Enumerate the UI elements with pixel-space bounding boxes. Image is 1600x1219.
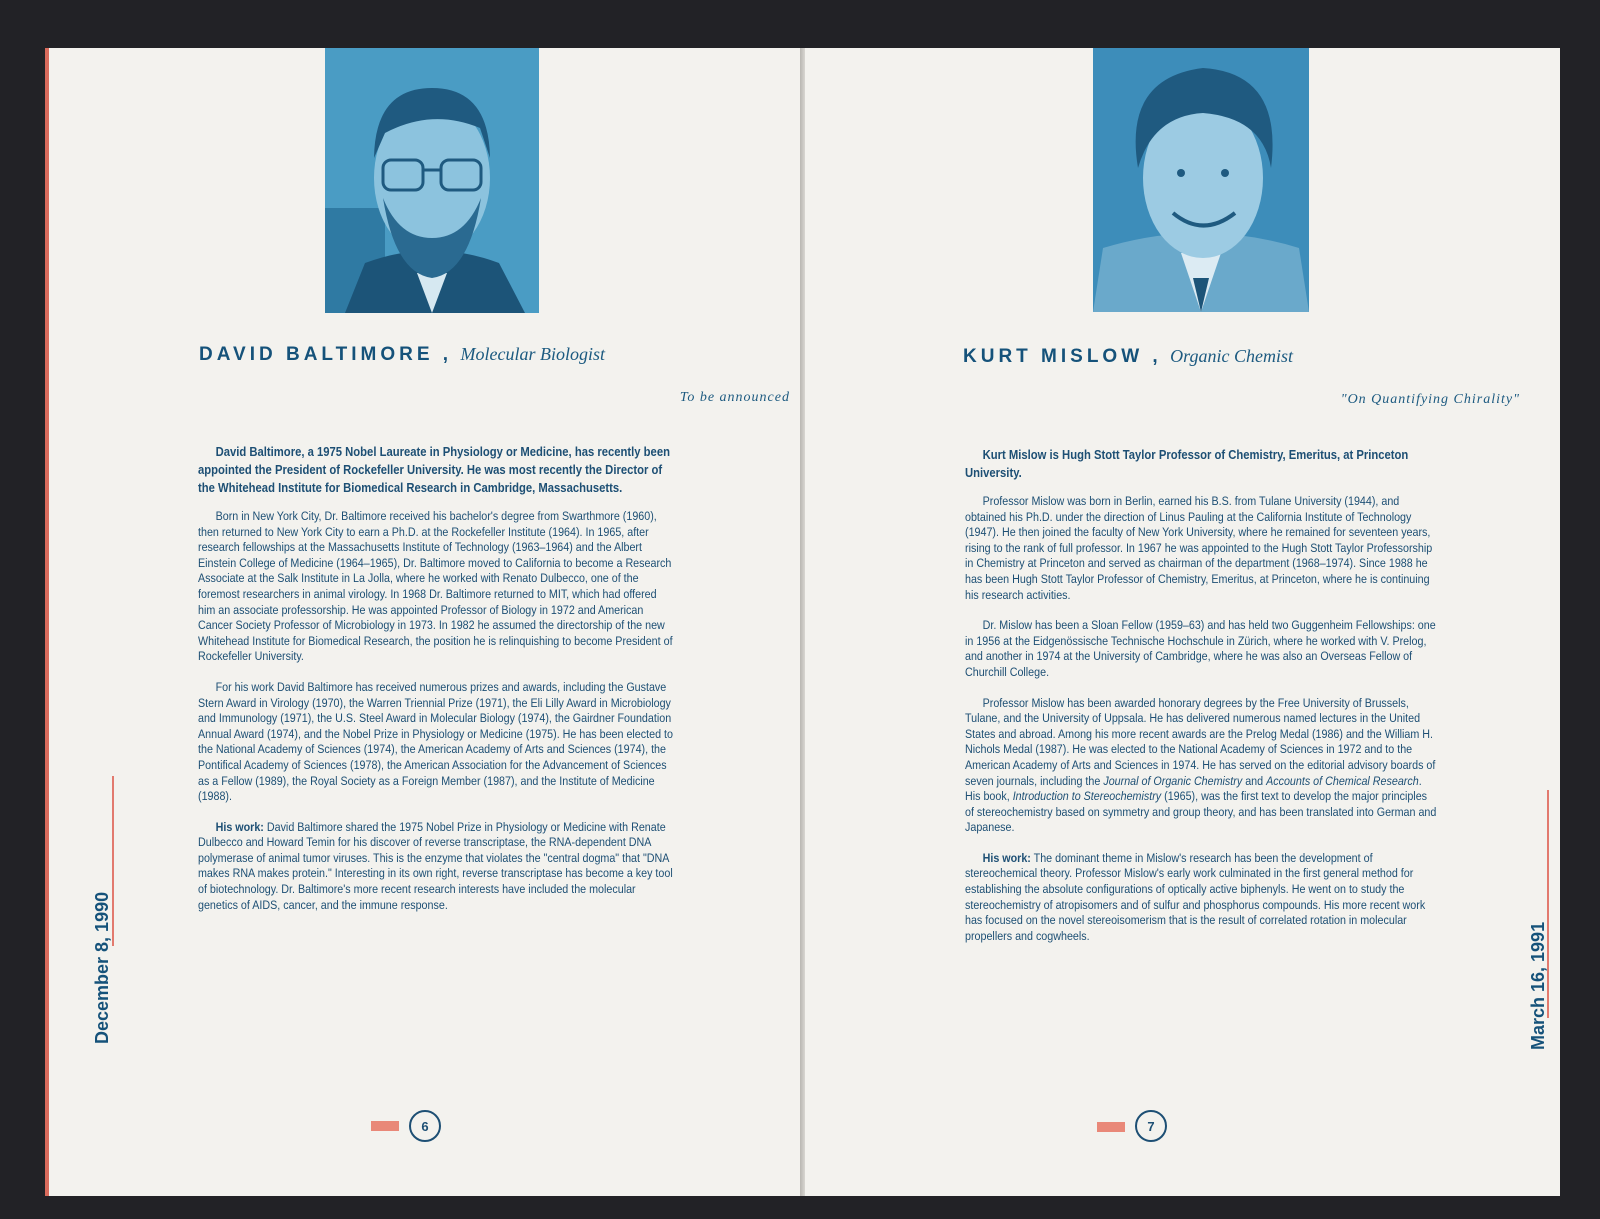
left-page [45,48,800,1196]
booklet-spread [45,48,1560,1196]
work-label: His work: [215,819,264,834]
conjunction: and [1245,773,1264,788]
page-number: 6 [409,1110,441,1142]
speaker-profession: Organic Chemist [1170,346,1293,366]
speaker-name: DAVID BALTIMORE , [199,344,453,365]
honors-text-c: (1965), was the first text to develop the major principles of stereochemistry based on symmetry and group theory, and has been translated into German and Japanese. [965,789,1437,835]
lead-paragraph: David Baltimore, a 1975 Nobel Laureate in Physiology or Medicine, has recently been appointed the President of Rockefeller University. He was most recently the Director of the Whitehead Institute for Biomedical Research in Cambridge, Massachusetts. [198,444,670,495]
right-page [805,48,1560,1196]
journal-title-1: Journal of Organic Chemistry [1103,773,1243,788]
biography-text [198,443,673,928]
work-text: David Baltimore shared the 1975 Nobel Prize in Physiology or Medicine with Renate Dulbecco and Howard Temin for his discover of reverse transcriptase, the RNA-dependent DNA polymerase of animal tumor viruses. This is the enzyme that violates the "central dogma" that "DNA makes RNA makes protein." Interesting in its own right, reverse transcriptase has become a key tool of biotechnology. Dr. Baltimore's more recent research interests have included the molecular genetics of AIDS, cancer, and the immune response. [198,819,673,912]
work-label: His work: [982,850,1031,865]
honors-paragraph [965,696,1437,836]
lecture-date: March 16, 1991 [1528,921,1548,1050]
honors-text-b: . His book, [965,773,1422,804]
page-number-bar [1097,1122,1125,1132]
work-paragraph [965,851,1437,945]
lecture-title: To be announced [679,390,790,405]
speaker-heading [963,346,1293,368]
biography-text [965,446,1437,959]
work-paragraph [198,820,673,914]
portrait-photo-baltimore [325,48,539,313]
lecture-title: "On Quantifying Chirality" [1340,392,1520,407]
biography-paragraph: Born in New York City, Dr. Baltimore received his bachelor's degree from Swarthmore (1960), then returned to New York City to earn a Ph.D. at the Rockefeller Institute (1964). In 1965, after research fellowships at the Massachusetts Institute of Technology (1963–1964) and the Albert Einstein College of Medicine (1964–1965), Dr. Baltimore moved to California to become a Research Associate at the Salk Institute in La Jolla, where he worked with Renato Dulbecco, one of the foremost researchers in animal virology. In 1968 Dr. Baltimore returned to MIT, which had offered him an associate professorship. He was appointed Professor of Biology in 1972 and American Cancer Society Professor of Microbiology in 1973. In 1982 he assumed the directorship of the new Whitehead Institute for Biomedical Research, the position he is relinquishing to become President of Rockefeller University. [198,509,673,664]
speaker-profession: Molecular Biologist [460,344,606,364]
lecture-date: December 8, 1990 [92,891,112,1044]
book-title: Introduction to Stereochemistry [1012,789,1162,804]
biography-paragraph: Professor Mislow was born in Berlin, earned his B.S. from Tulane University (1944), and obtained his Ph.D. under the direction of Linus Pauling at the California Institute of Technology (1947). He then joined the faculty of New York University, where he remained for seventeen years, rising to the rank of full professor. In 1967 he was appointed to the Hugh Stott Taylor Professorship in Chemistry at Princeton and served as chairman of the department (1968–1974). Since 1988 he has been Hugh Stott Taylor Professor of Chemistry, Emeritus, at Princeton, where he is continuing his research activities. [965,494,1433,602]
journal-title-2: Accounts of Chemical Research [1266,773,1419,788]
speaker-name: KURT MISLOW , [963,346,1162,367]
page-number: 7 [1135,1110,1167,1142]
honors-text-a: Professor Mislow has been awarded honorary degrees by the Free University of Brussels, Tulane, and the University of Uppsala. He has delivered numerous named lectures in the United States and abroad. Among his more recent awards are the Prelog Medal (1986) and the William H. Nichols Medal (1987). He was elected to the National Academy of Sciences in 1972 and to the American Academy of Arts and Sciences in 1974. He has served on the editorial advisory boards of seven journals, including the [965,695,1436,788]
speaker-heading [199,344,605,366]
page-number-bar [371,1121,399,1131]
awards-paragraph: For his work David Baltimore has received numerous prizes and awards, including the Gustave Stern Award in Virology (1970), the Warren Triennial Prize (1971), the Eli Lilly Award in Microbiology and Immunology (1971), the U.S. Steel Award in Molecular Biology (1974), the Gairdner Foundation Annual Award (1974), and the Nobel Prize in Physiology or Medicine (1975). He has been elected to the National Academy of Sciences (1974), the American Academy of Arts and Sciences (1974), the Pontifical Academy of Sciences (1978), the American Association for the Advancement of Sciences as a Fellow (1989), the Royal Society as a Foreign Member (1987), and the Institute of Medicine (1988). [198,679,673,804]
lead-paragraph: Kurt Mislow is Hugh Stott Taylor Professor of Chemistry, Emeritus, at Princeton University. [965,447,1409,480]
fellowships-paragraph: Dr. Mislow has been a Sloan Fellow (1959–63) and has held two Guggenheim Fellowships: one in 1956 at the Eidgenössische Technische Hochschule in Zürich, where he worked with V. Prelog, and another in 1974 at the University of Cambridge, where he was also an Overseas Fellow of Churchill College. [965,618,1436,679]
work-text: The dominant theme in Mislow's research has been the development of stereochemical theory. Professor Mislow's early work culminated in the first general method for establishing the absolute configurations of optically active biphenyls. He went on to study the stereochemistry of atropisomers and of sulfur and phosphorus compounds. His more recent work has focused on the novel stereoisomerism that is the result of correlated rotation in molecular propellers and cogwheels. [965,850,1426,943]
portrait-photo-mislow [1093,48,1309,312]
